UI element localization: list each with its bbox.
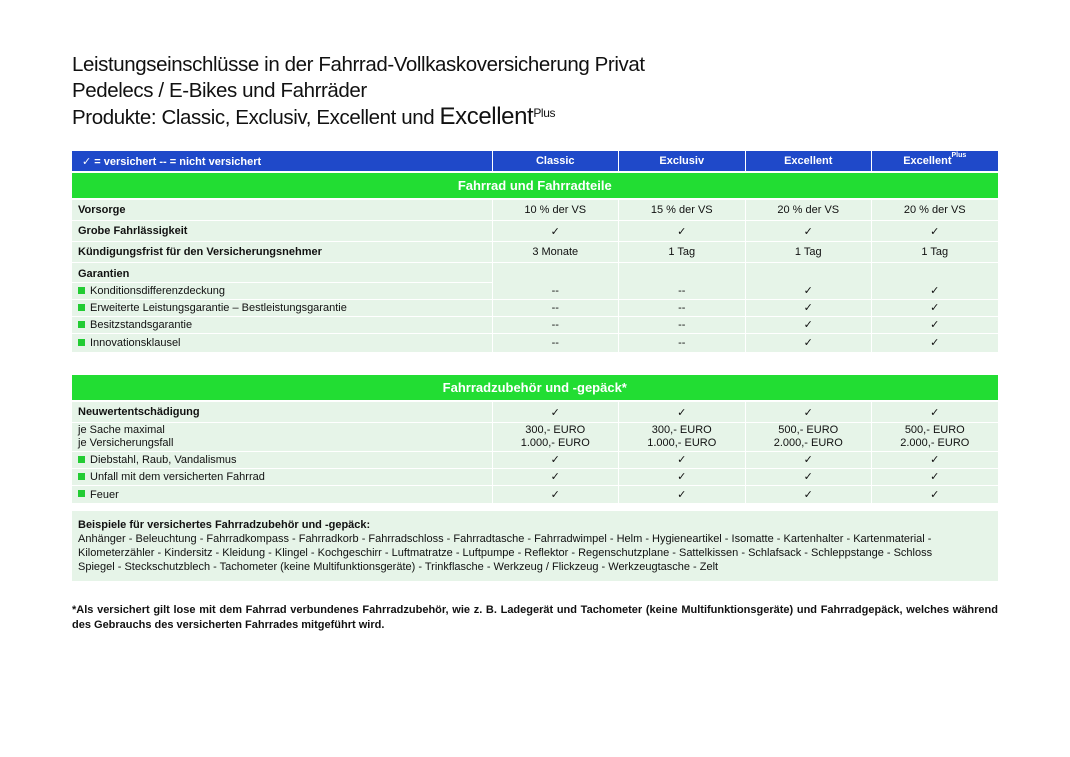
col-plus-sup: Plus xyxy=(951,152,967,159)
check-icon: ✓ xyxy=(745,221,872,242)
document-title xyxy=(72,52,645,131)
row-label xyxy=(72,423,492,452)
col-excellent: Excellent xyxy=(745,151,872,171)
check-icon: ✓ xyxy=(492,402,619,423)
section-zubehoer-title: Fahrradzubehör und -gepäck* xyxy=(72,375,998,400)
check-icon: ✓ xyxy=(745,283,872,300)
col-excellent-plus xyxy=(872,151,999,171)
cell: 20 % der VS xyxy=(745,200,872,221)
cell: -- xyxy=(619,334,746,353)
cell xyxy=(872,423,999,452)
cell: 15 % der VS xyxy=(619,200,746,221)
title-plus-sup: Plus xyxy=(533,106,556,120)
check-icon: ✓ xyxy=(872,317,999,334)
check-icon: ✓ xyxy=(492,452,619,469)
label-je-fall: je Versicherungsfall xyxy=(78,437,174,449)
cell: -- xyxy=(492,317,619,334)
limit-fall: 2.000,- EURO xyxy=(773,437,843,449)
limit-sache: 500,- EURO xyxy=(904,424,965,436)
row-label: Grobe Fahrlässigkeit xyxy=(72,221,492,242)
cell: 1 Tag xyxy=(872,242,999,263)
check-icon: ✓ xyxy=(872,300,999,317)
limit-sache: 500,- EURO xyxy=(778,424,839,436)
green-square-icon xyxy=(78,456,85,463)
cell: -- xyxy=(619,283,746,300)
row-label xyxy=(72,334,492,353)
row-label xyxy=(72,300,492,317)
table-fahrrad xyxy=(72,151,998,353)
cell: -- xyxy=(619,300,746,317)
section-fahrrad-title: Fahrrad und Fahrradteile xyxy=(72,173,998,198)
item-label: Unfall mit dem versicherten Fahrrad xyxy=(90,471,265,483)
limit-fall: 1.000,- EURO xyxy=(520,437,590,449)
cell: -- xyxy=(492,283,619,300)
cell: 20 % der VS xyxy=(872,200,999,221)
green-square-icon xyxy=(78,490,85,497)
check-icon: ✓ xyxy=(872,283,999,300)
check-icon: ✓ xyxy=(492,486,619,504)
title-line-3-prefix: Produkte: Classic, Exclusiv, Excellent und xyxy=(72,106,435,129)
check-icon: ✓ xyxy=(745,317,872,334)
row-label: Kündigungsfrist für den Versicherungsnehmer xyxy=(72,242,492,263)
check-icon: ✓ xyxy=(745,469,872,486)
table-row xyxy=(72,200,998,221)
garantien-heading-row xyxy=(72,263,998,283)
green-square-icon xyxy=(78,321,85,328)
green-square-icon xyxy=(78,473,85,480)
table-row xyxy=(72,300,998,317)
green-square-icon xyxy=(78,339,85,346)
col-classic: Classic xyxy=(492,151,619,171)
check-icon: ✓ xyxy=(492,221,619,242)
row-label xyxy=(72,283,492,300)
examples-heading: Beispiele für versichertes Fahrradzubehör und -gepäck: xyxy=(78,519,371,531)
cell: 1 Tag xyxy=(619,242,746,263)
cell: -- xyxy=(619,317,746,334)
table-row xyxy=(72,334,998,353)
check-icon: ✓ xyxy=(492,469,619,486)
check-icon: ✓ xyxy=(872,469,999,486)
footnote: *Als versichert gilt lose mit dem Fahrrad verbundenes Fahrradzubehör, wie z. B. Ladegerät und Tachometer (keine Multifunktionsgeräte) und Fahrradgepäck, welches während des Gebrauchs des versicherten Fahrrades mitgeführt wird. xyxy=(72,604,998,631)
row-label: Vorsorge xyxy=(72,200,492,221)
garantien-label: Garantien xyxy=(72,263,492,283)
table-row xyxy=(72,486,998,504)
cell xyxy=(492,423,619,452)
check-icon: ✓ xyxy=(745,452,872,469)
limit-fall: 1.000,- EURO xyxy=(647,437,717,449)
row-label: Neuwertentschädigung xyxy=(72,402,492,423)
cell xyxy=(619,423,746,452)
table-row xyxy=(72,423,998,452)
label-je-sache: je Sache maximal xyxy=(78,424,165,436)
legend: ✓ = versichert -- = nicht versichert xyxy=(72,151,492,171)
table-row xyxy=(72,221,998,242)
check-icon: ✓ xyxy=(745,402,872,423)
cell: -- xyxy=(492,334,619,353)
examples-line-2: Kilometerzähler - Kindersitz - Kleidung - Klingel - Kochgeschirr - Luftmatratze - Luftpumpe - Reflektor - Regenschutzplane - Sattelkissen - Schlafsack - Schleppstange - Schloss xyxy=(78,547,933,559)
check-icon: ✓ xyxy=(872,402,999,423)
limit-sache: 300,- EURO xyxy=(651,424,712,436)
garantie-label: Innovationsklausel xyxy=(90,337,181,349)
check-icon: ✓ xyxy=(619,452,746,469)
title-line-2: Pedelecs / E-Bikes und Fahrräder xyxy=(72,79,367,102)
item-label: Diebstahl, Raub, Vandalismus xyxy=(90,454,237,466)
examples-box xyxy=(72,511,998,581)
title-line-1: Leistungseinschlüsse in der Fahrrad-Vollkaskoversicherung Privat xyxy=(72,53,645,76)
check-icon: ✓ xyxy=(619,486,746,504)
check-icon: ✓ xyxy=(872,452,999,469)
green-square-icon xyxy=(78,304,85,311)
examples-line-3: Spiegel - Steckschutzblech - Tachometer (keine Multifunktionsgeräte) - Trinkflasche - Werkzeug / Flickzeug - Werkzeugtasche - Zelt xyxy=(78,561,719,573)
check-icon: ✓ xyxy=(619,402,746,423)
row-label xyxy=(72,452,492,469)
garantie-label: Besitzstandsgarantie xyxy=(90,319,193,331)
cell: 10 % der VS xyxy=(492,200,619,221)
table-zubehoer xyxy=(72,375,998,504)
check-icon: ✓ xyxy=(745,334,872,353)
table-row xyxy=(72,242,998,263)
table-header-row xyxy=(72,151,998,171)
check-icon: ✓ xyxy=(619,221,746,242)
cell: 1 Tag xyxy=(745,242,872,263)
check-icon: ✓ xyxy=(745,486,872,504)
green-square-icon xyxy=(78,287,85,294)
garantie-label: Konditionsdifferenzdeckung xyxy=(90,285,225,297)
limit-fall: 2.000,- EURO xyxy=(900,437,970,449)
row-label xyxy=(72,469,492,486)
title-line-3 xyxy=(72,104,645,131)
row-label xyxy=(72,317,492,334)
cell xyxy=(745,423,872,452)
check-icon: ✓ xyxy=(872,334,999,353)
garantie-label: Erweiterte Leistungsgarantie – Bestleistungsgarantie xyxy=(90,302,347,314)
section-zubehoer-header xyxy=(72,375,998,400)
row-label xyxy=(72,486,492,504)
title-excellent-plus: Excellent xyxy=(439,103,534,130)
check-icon: ✓ xyxy=(872,486,999,504)
item-label: Feuer xyxy=(90,488,119,501)
table-row xyxy=(72,283,998,300)
check-icon: ✓ xyxy=(872,221,999,242)
check-icon: ✓ xyxy=(619,469,746,486)
table-row xyxy=(72,469,998,486)
section-fahrrad-header xyxy=(72,173,998,198)
cell: -- xyxy=(492,300,619,317)
examples-line-1: Anhänger - Beleuchtung - Fahrradkompass - Fahrradkorb - Fahrradschloss - Fahrradtasche - Fahrradwimpel - Helm - Hygieneartikel - Isomatte - Kartenhalter - Kartenmaterial - xyxy=(78,533,932,545)
col-exclusiv: Exclusiv xyxy=(619,151,746,171)
cell: 3 Monate xyxy=(492,242,619,263)
check-icon: ✓ xyxy=(745,300,872,317)
col-excellent-plus-label: Excellent xyxy=(903,155,952,167)
table-row xyxy=(72,402,998,423)
limit-sache: 300,- EURO xyxy=(525,424,586,436)
table-row xyxy=(72,317,998,334)
table-row xyxy=(72,452,998,469)
